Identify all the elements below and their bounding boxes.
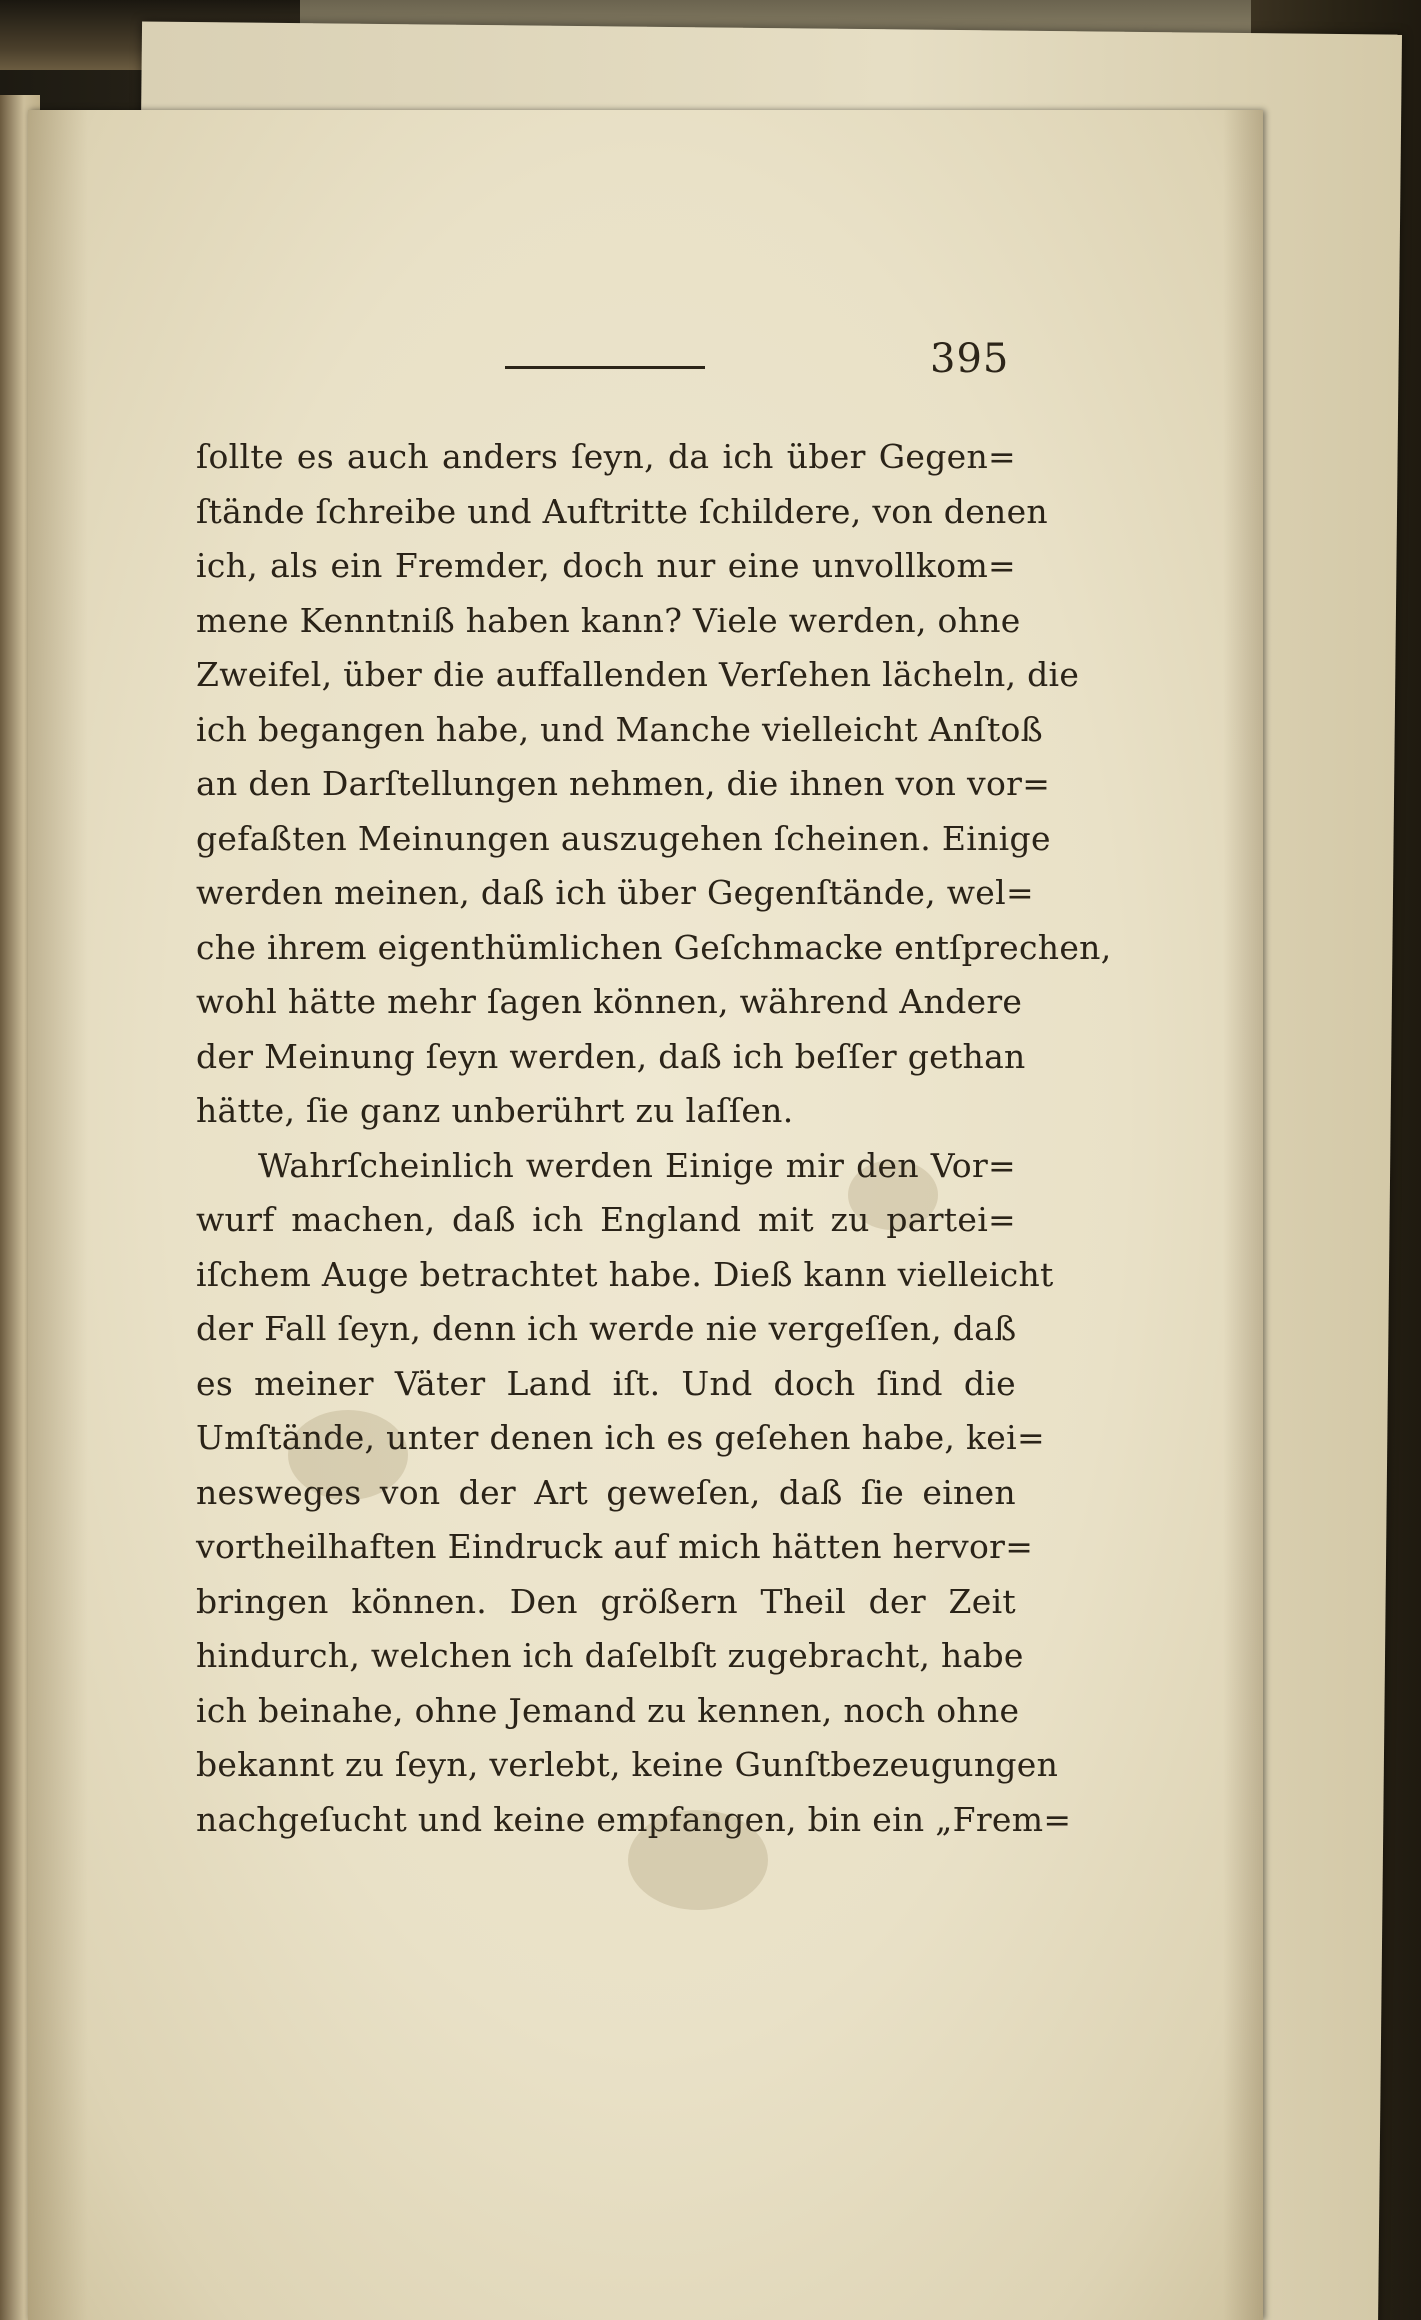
text-line: ſtände ſchreibe und Auftritte ſchildere, von denen	[196, 491, 1048, 531]
text-line: Wahrſcheinlich werden Einige mir den Vor=	[258, 1145, 1016, 1185]
text-line: ich beinahe, ohne Jemand zu kennen, noch ohne	[196, 1690, 1020, 1730]
header-rule	[505, 366, 705, 369]
text-line: bekannt zu ſeyn, verlebt, keine Gunſtbezeugungen	[196, 1745, 1059, 1784]
text-line: nesweges von der Art geweſen, daß ſie einen	[196, 1472, 1016, 1512]
text-line: wurf machen, daß ich England mit zu partei=	[196, 1200, 1016, 1239]
text-line: Zweifel, über die auffallenden Verſehen lächeln, die	[196, 655, 1080, 694]
text-line: ich, als ein Fremder, doch nur eine unvollkom=	[196, 546, 1016, 585]
text-line: Umſtände, unter denen ich es geſehen habe, kei=	[196, 1418, 1045, 1457]
text-line: der Meinung ſeyn werden, daß ich beſſer gethan	[196, 1036, 1026, 1076]
text-line: wohl hätte mehr ſagen können, während Andere	[196, 982, 1023, 1021]
text-line: che ihrem eigenthümlichen Geſchmacke entſprechen,	[196, 927, 1112, 967]
paragraph-1	[196, 430, 1112, 1139]
text-line: iſchem Auge betrachtet habe. Dieß kann vielleicht	[196, 1254, 1054, 1294]
text-line: werden meinen, daß ich über Gegenſtände, wel=	[196, 873, 1034, 912]
paragraph-2	[196, 1139, 1072, 1848]
text-line: der Fall ſeyn, denn ich werde nie vergeſſen, daß	[196, 1309, 1017, 1348]
page-body-text	[196, 430, 1112, 1847]
text-line: es meiner Väter Land iſt. Und doch ſind die	[196, 1363, 1016, 1403]
text-line: hindurch, welchen ich daſelbſt zugebracht, habe	[196, 1636, 1024, 1675]
page-number: 395	[930, 336, 1010, 382]
text-line: hätte, ſie ganz unberührt zu laſſen.	[196, 1091, 794, 1130]
text-line: bringen können. Den größern Theil der Zeit	[196, 1581, 1016, 1621]
text-line: nachgeſucht und keine empfangen, bin ein „Frem=	[196, 1799, 1072, 1839]
text-line: an den Darſtellungen nehmen, die ihnen von vor=	[196, 764, 1051, 803]
text-line: ſollte es auch anders ſeyn, da ich über Gegen=	[196, 437, 1016, 476]
text-line: vortheilhaften Eindruck auf mich hätten hervor=	[196, 1527, 1034, 1566]
text-line: gefaßten Meinungen auszugehen ſcheinen. Einige	[196, 818, 1051, 858]
text-line: mene Kenntniß haben kann? Viele werden, ohne	[196, 600, 1021, 640]
text-line: ich begangen habe, und Manche vielleicht Anſtoß	[196, 709, 1044, 749]
